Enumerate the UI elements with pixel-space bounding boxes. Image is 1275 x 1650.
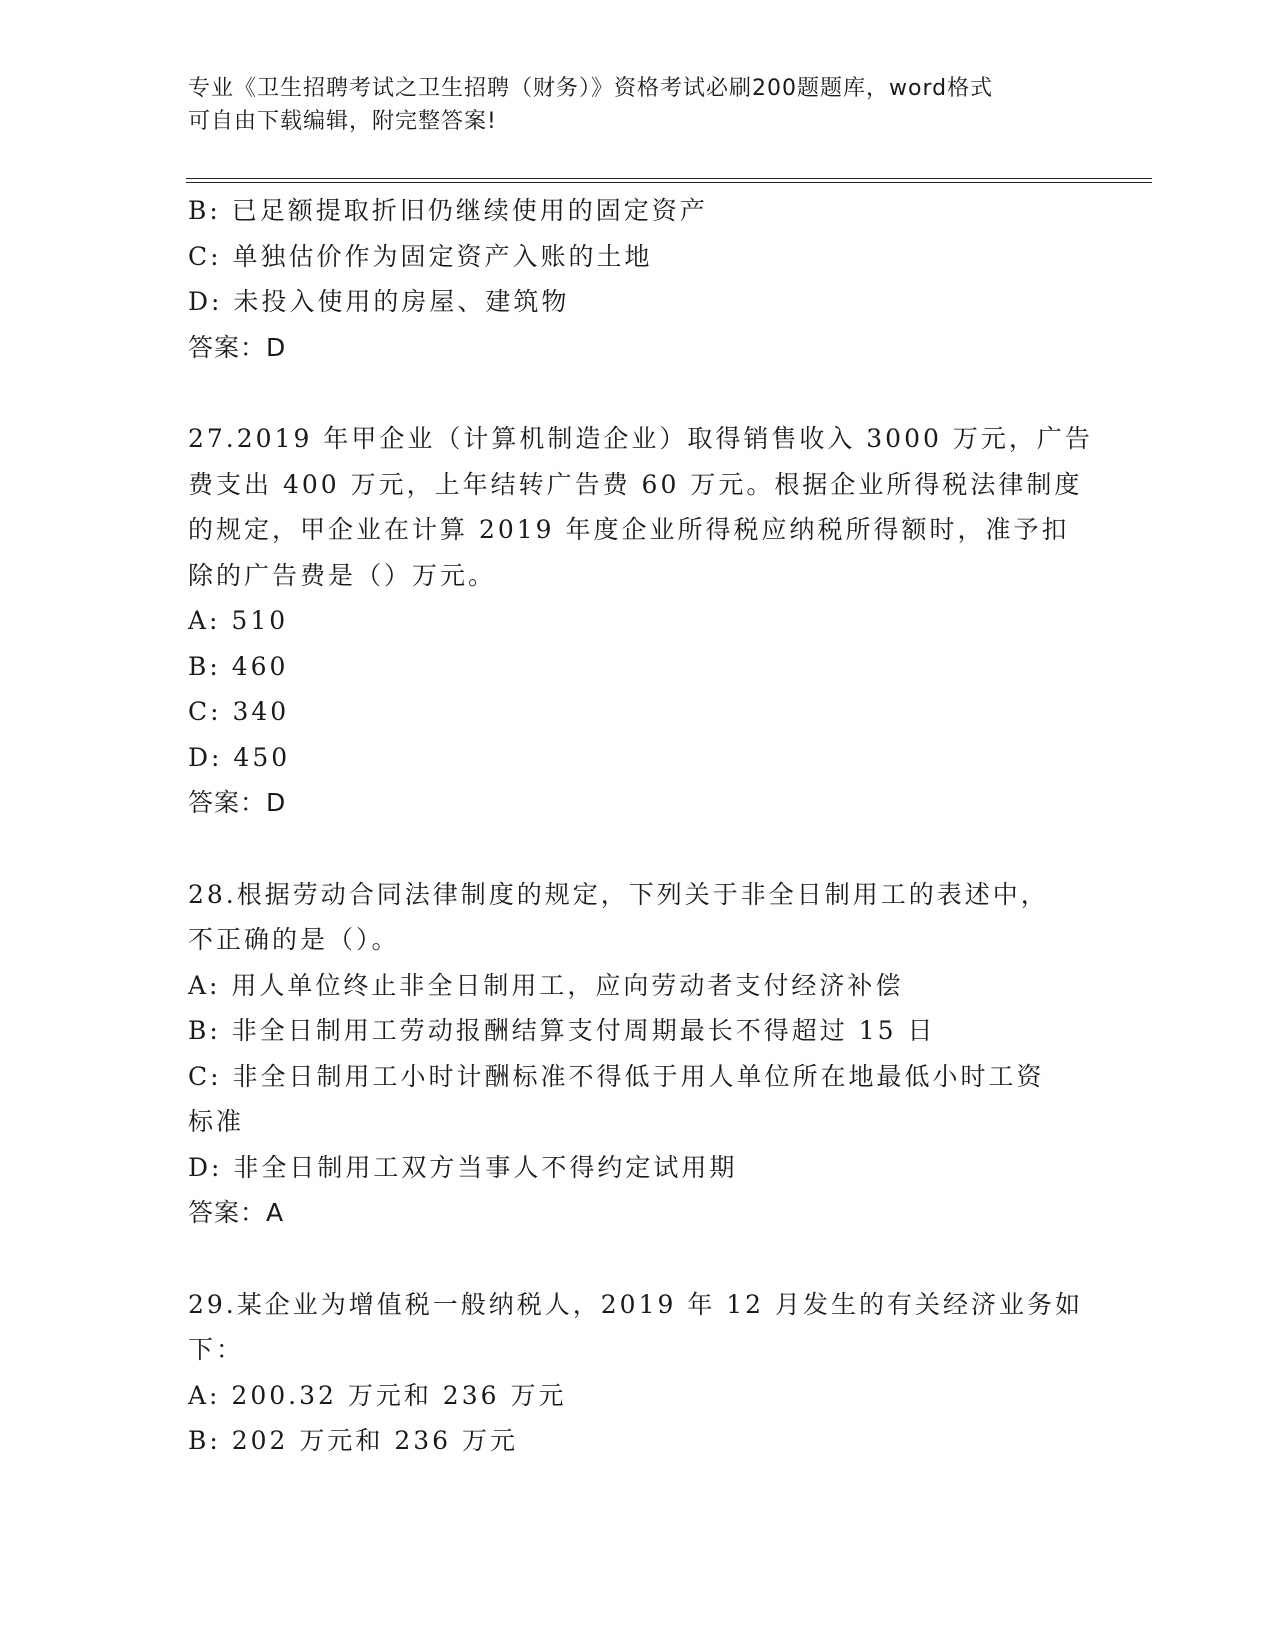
header-line-1: 专业《卫生招聘考试之卫生招聘（财务）》资格考试必刷200题题库，word格式 — [188, 76, 994, 101]
question-stem-line: 29.某企业为增值税一般纳税人，2019 年 12 月发生的有关经济业务如 — [188, 1289, 1084, 1319]
question-stem-line: 费支出 400 万元，上年结转广告费 60 万元。根据企业所得税法律制度 — [188, 469, 1083, 499]
answer: 答案：D — [188, 332, 287, 362]
option-b: B: 已足额提取折旧仍继续使用的固定资产 — [188, 196, 708, 225]
option-b: B: 202 万元和 236 万元 — [188, 1426, 519, 1455]
option-a: A: 用人单位终止非全日制用工，应向劳动者支付经济补偿 — [188, 970, 904, 1000]
question-stem-line: 的规定，甲企业在计算 2019 年度企业所得税应纳税所得额时，准予扣 — [188, 515, 1070, 544]
answer: 答案：A — [188, 1198, 285, 1227]
option-d: D: 未投入使用的房屋、建筑物 — [188, 287, 570, 316]
question-stem-line: 27.2019 年甲企业（计算机制造企业）取得销售收入 3000 万元，广告 — [188, 424, 1093, 453]
question-stem-line: 除的广告费是（）万元。 — [188, 560, 497, 590]
question-29 — [188, 1282, 1088, 1464]
option-b: B: 非全日制用工劳动报酬结算支付周期最长不得超过 15 日 — [188, 1016, 936, 1045]
header-rule-top — [186, 178, 1152, 179]
option-c: C: 340 — [188, 697, 290, 726]
option-c: C: 非全日制用工小时计酬标准不得低于用人单位所在地最低小时工资 — [188, 1061, 1045, 1091]
question-stem-line: 28.根据劳动合同法律制度的规定，下列关于非全日制用工的表述中， — [188, 879, 1049, 909]
question-list — [188, 188, 1093, 1464]
option-d: D: 450 — [188, 742, 291, 772]
option-c: C: 单独估价作为固定资产入账的土地 — [188, 241, 653, 271]
option-c-continued: 标准 — [188, 1107, 245, 1136]
question-28 — [188, 872, 1088, 1236]
question-27 — [188, 416, 1093, 826]
question-26-tail — [188, 188, 1088, 370]
document-header — [188, 72, 1068, 138]
answer: 答案：D — [188, 788, 287, 817]
question-stem-line: 下： — [188, 1335, 245, 1364]
option-a: A: 510 — [188, 606, 289, 635]
header-line-2: 可自由下载编辑，附完整答案! — [188, 109, 497, 134]
option-d: D: 非全日制用工双方当事人不得约定试用期 — [188, 1152, 738, 1182]
option-a: A: 200.32 万元和 236 万元 — [188, 1380, 567, 1410]
question-stem-line: 不正确的是（）。 — [188, 925, 400, 954]
option-b: B: 460 — [188, 651, 289, 681]
header-rule-bottom — [186, 182, 1152, 183]
